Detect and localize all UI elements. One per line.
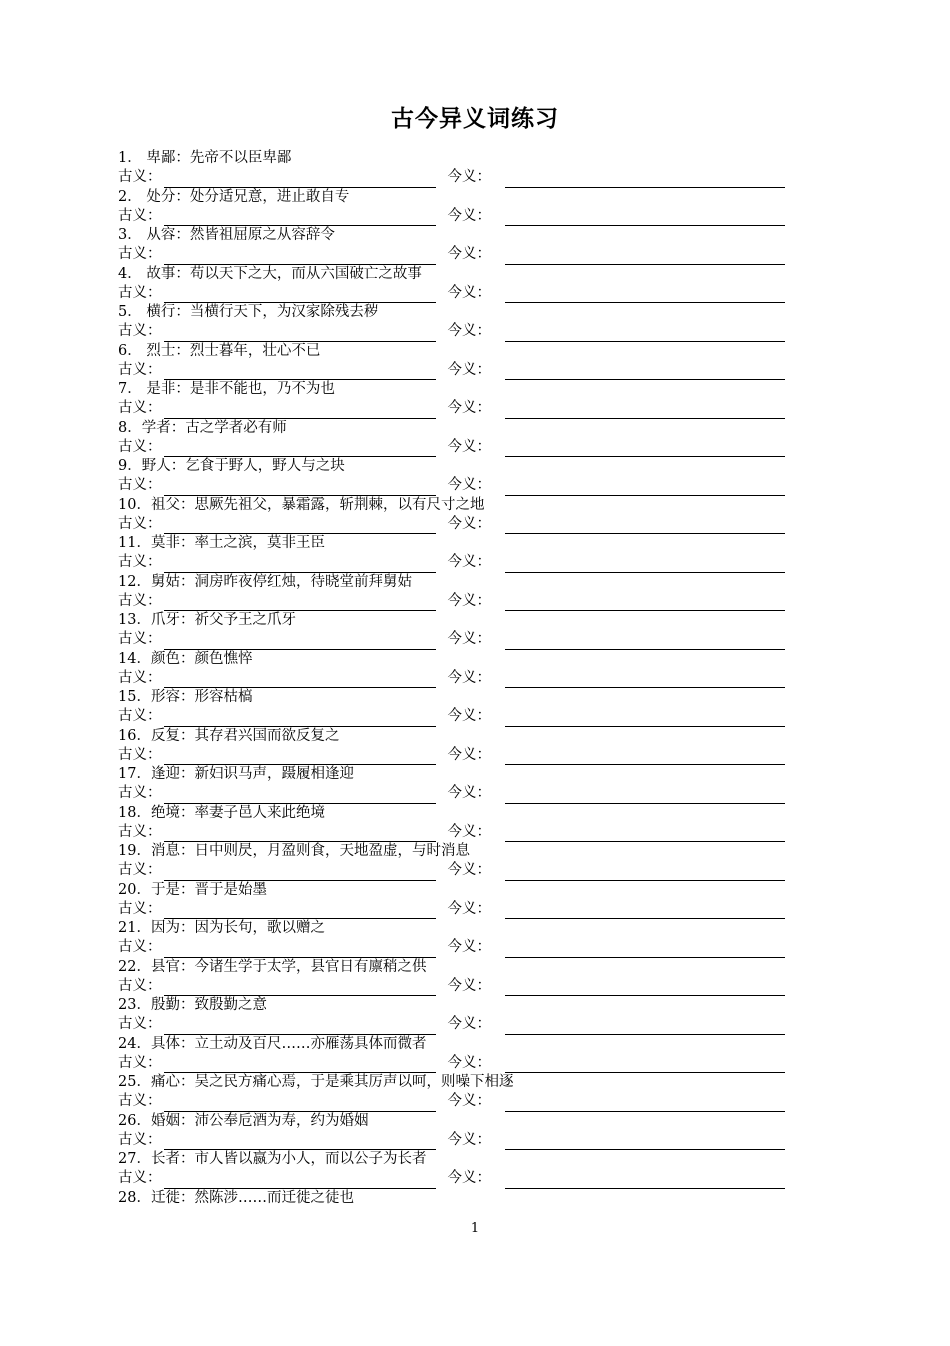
exercise-item — [118, 342, 818, 381]
exercise-question: 1． 卑鄙：先帝不以臣卑鄙 — [118, 150, 292, 166]
answer-row — [118, 515, 818, 535]
modern-meaning-blank[interactable] — [505, 477, 785, 496]
modern-meaning-blank[interactable] — [505, 977, 785, 996]
ancient-meaning-blank[interactable] — [164, 554, 436, 573]
ancient-meaning-label: 古义： — [118, 515, 162, 532]
exercise-item — [118, 573, 818, 612]
answer-row — [118, 823, 818, 843]
exercise-question: 25．痛心：吴之民方痛心焉，于是乘其厉声以呵，则噪下相逐 — [118, 1074, 514, 1090]
modern-meaning-blank[interactable] — [505, 400, 785, 419]
modern-meaning-label: 今义： — [447, 246, 491, 262]
modern-meaning-blank[interactable] — [505, 1093, 785, 1112]
exercise-question: 24．具体：立土动及百尺……亦雁荡具体而微者 — [118, 1035, 427, 1052]
modern-meaning-label: 今义： — [447, 631, 491, 647]
page-number: 1 — [470, 1221, 480, 1236]
modern-meaning-label: 今义： — [447, 1054, 491, 1071]
modern-meaning-blank[interactable] — [505, 554, 785, 573]
modern-meaning-label: 今义： — [447, 708, 491, 724]
ancient-meaning-label: 古义： — [118, 361, 162, 378]
modern-meaning-label: 今义： — [447, 900, 491, 917]
exercise-question: 20．于是：晋于是始墨 — [118, 881, 267, 898]
answer-row — [118, 977, 818, 997]
answer-row — [118, 784, 818, 804]
exercise-item — [118, 727, 818, 766]
ancient-meaning-label: 古义： — [118, 708, 162, 724]
modern-meaning-label: 今义： — [447, 1093, 491, 1109]
modern-meaning-blank[interactable] — [505, 939, 785, 958]
ancient-meaning-blank[interactable] — [164, 246, 436, 265]
ancient-meaning-blank[interactable] — [164, 1131, 436, 1150]
modern-meaning-blank[interactable] — [505, 708, 785, 727]
modern-meaning-blank[interactable] — [505, 361, 785, 380]
ancient-meaning-blank[interactable] — [164, 400, 436, 419]
answer-row — [118, 553, 818, 573]
answer-row — [118, 592, 818, 612]
ancient-meaning-label: 古义： — [118, 554, 162, 570]
answer-row — [118, 399, 818, 419]
exercise-item — [118, 919, 818, 958]
page-title: 古今异义词练习 — [391, 106, 559, 132]
exercise-question: 15．形容：形容枯槁 — [118, 689, 253, 705]
exercise-question: 21．因为：因为长句，歌以赠之 — [118, 920, 325, 936]
exercise-question: 23．殷勤：致殷勤之意 — [118, 997, 267, 1013]
modern-meaning-blank[interactable] — [505, 631, 785, 650]
exercise-question: 8．学者：古之学者必有师 — [118, 419, 287, 436]
answer-row — [118, 630, 818, 650]
answer-row — [118, 245, 818, 265]
ancient-meaning-blank[interactable] — [164, 592, 436, 611]
modern-meaning-label: 今义： — [447, 554, 491, 570]
exercise-item — [118, 688, 818, 727]
exercise-item — [118, 226, 818, 265]
modern-meaning-label: 今义： — [447, 323, 491, 339]
ancient-meaning-blank[interactable] — [164, 631, 436, 650]
modern-meaning-blank[interactable] — [505, 246, 785, 265]
ancient-meaning-blank[interactable] — [164, 438, 436, 457]
ancient-meaning-label: 古义： — [118, 1016, 162, 1032]
exercise-item — [118, 265, 818, 304]
exercise-item — [118, 419, 818, 458]
ancient-meaning-label: 古义： — [118, 785, 162, 801]
answer-row — [118, 476, 818, 496]
modern-meaning-blank[interactable] — [505, 1131, 785, 1150]
exercise-question: 9．野人：乞食于野人，野人与之块 — [118, 458, 345, 474]
answer-row — [118, 1092, 818, 1112]
ancient-meaning-label: 古义： — [118, 631, 162, 647]
ancient-meaning-label: 古义： — [118, 207, 162, 224]
ancient-meaning-label: 古义： — [118, 592, 162, 609]
answer-row — [118, 938, 818, 958]
modern-meaning-blank[interactable] — [505, 1016, 785, 1035]
modern-meaning-blank[interactable] — [505, 207, 785, 226]
exercise-item — [118, 496, 818, 535]
exercise-question: 3． 从容：然皆祖屈原之从容辞令 — [118, 227, 335, 243]
ancient-meaning-blank[interactable] — [164, 939, 436, 958]
exercise-item — [118, 958, 818, 997]
ancient-meaning-label: 古义： — [118, 862, 162, 878]
modern-meaning-blank[interactable] — [505, 1054, 785, 1073]
exercise-question: 6． 烈士：烈士暮年，壮心不已 — [118, 342, 321, 359]
exercise-question: 4． 故事：苟以天下之大，而从六国破亡之故事 — [118, 265, 422, 282]
ancient-meaning-blank[interactable] — [164, 1016, 436, 1035]
exercise-question: 12．舅姑：洞房昨夜停红烛，待晓堂前拜舅姑 — [118, 573, 412, 590]
modern-meaning-blank[interactable] — [505, 1170, 785, 1189]
exercise-item — [118, 457, 818, 496]
modern-meaning-label: 今义： — [447, 284, 491, 301]
exercise-item — [118, 534, 818, 573]
ancient-meaning-label: 古义： — [118, 1170, 162, 1186]
modern-meaning-label: 今义： — [447, 592, 491, 609]
exercise-item — [118, 303, 818, 342]
exercise-item — [118, 1073, 818, 1112]
ancient-meaning-label: 古义： — [118, 1131, 162, 1148]
ancient-meaning-blank[interactable] — [164, 477, 436, 496]
ancient-meaning-label: 古义： — [118, 438, 162, 455]
exercise-question: 18．绝境：率妻子邑人来此绝境 — [118, 804, 325, 821]
modern-meaning-blank[interactable] — [505, 785, 785, 804]
ancient-meaning-blank[interactable] — [164, 746, 436, 765]
modern-meaning-label: 今义： — [447, 939, 491, 955]
exercise-item — [118, 188, 818, 227]
modern-meaning-blank[interactable] — [505, 669, 785, 688]
exercise-question: 16．反复：其存君兴国而欲反复之 — [118, 727, 340, 744]
answer-row — [118, 361, 818, 381]
exercise-list — [118, 149, 818, 1227]
answer-row — [118, 707, 818, 727]
exercise-item — [118, 996, 818, 1035]
ancient-meaning-label: 古义： — [118, 939, 162, 955]
modern-meaning-blank[interactable] — [505, 169, 785, 188]
modern-meaning-label: 今义： — [447, 977, 491, 994]
answer-row — [118, 746, 818, 766]
exercise-question: 22．县官：今诸生学于太学，县官日有廪稍之供 — [118, 958, 427, 975]
ancient-meaning-label: 古义： — [118, 400, 162, 416]
answer-row — [118, 669, 818, 689]
exercise-item — [118, 804, 818, 843]
exercise-question: 19．消息：日中则昃，月盈则食，天地盈虚，与时消息 — [118, 843, 470, 859]
answer-row — [118, 322, 818, 342]
answer-row — [118, 1054, 818, 1074]
ancient-meaning-label: 古义： — [118, 669, 162, 686]
modern-meaning-label: 今义： — [447, 400, 491, 416]
exercise-question: 2． 处分：处分适兄意，进止敢自专 — [118, 188, 350, 205]
answer-row — [118, 900, 818, 920]
modern-meaning-label: 今义： — [447, 823, 491, 840]
answer-row — [118, 438, 818, 458]
ancient-meaning-label: 古义： — [118, 823, 162, 840]
exercise-question: 14．颜色：颜色憔悴 — [118, 650, 253, 667]
modern-meaning-label: 今义： — [447, 862, 491, 878]
exercise-question: 10．祖父：思厥先祖父，暴霜露，斩荆棘，以有尺寸之地 — [118, 496, 485, 513]
modern-meaning-blank[interactable] — [505, 323, 785, 342]
exercise-question: 7． 是非：是非不能也，乃不为也 — [118, 381, 335, 397]
modern-meaning-label: 今义： — [447, 785, 491, 801]
exercise-item — [118, 1150, 818, 1189]
ancient-meaning-blank[interactable] — [164, 207, 436, 226]
answer-row — [118, 168, 818, 188]
ancient-meaning-label: 古义： — [118, 900, 162, 917]
modern-meaning-blank[interactable] — [505, 862, 785, 881]
ancient-meaning-label: 古义： — [118, 169, 162, 185]
ancient-meaning-label: 古义： — [118, 1093, 162, 1109]
ancient-meaning-blank[interactable] — [164, 323, 436, 342]
modern-meaning-label: 今义： — [447, 477, 491, 493]
exercise-item — [118, 765, 818, 804]
ancient-meaning-blank[interactable] — [164, 977, 436, 996]
ancient-meaning-blank[interactable] — [164, 823, 436, 842]
ancient-meaning-label: 古义： — [118, 246, 162, 262]
ancient-meaning-label: 古义： — [118, 746, 162, 763]
ancient-meaning-blank[interactable] — [164, 284, 436, 303]
exercise-item — [118, 1035, 818, 1074]
exercise-question: 5． 横行：当横行天下，为汉家除残去秽 — [118, 304, 379, 320]
modern-meaning-blank[interactable] — [505, 592, 785, 611]
ancient-meaning-blank[interactable] — [164, 669, 436, 688]
modern-meaning-label: 今义： — [447, 361, 491, 378]
exercise-question: 17．逢迎：新妇识马声，蹑履相逢迎 — [118, 766, 354, 782]
ancient-meaning-label: 古义： — [118, 477, 162, 493]
answer-row — [118, 861, 818, 881]
modern-meaning-blank[interactable] — [505, 438, 785, 457]
modern-meaning-label: 今义： — [447, 438, 491, 455]
ancient-meaning-blank[interactable] — [164, 1093, 436, 1112]
modern-meaning-blank[interactable] — [505, 515, 785, 534]
exercise-item — [118, 1112, 818, 1151]
modern-meaning-blank[interactable] — [505, 746, 785, 765]
answer-row — [118, 1169, 818, 1189]
ancient-meaning-blank[interactable] — [164, 1054, 436, 1073]
exercise-question: 27．长者：市人皆以嬴为小人，而以公子为长者 — [118, 1151, 427, 1167]
ancient-meaning-blank[interactable] — [164, 862, 436, 881]
exercise-item — [118, 842, 818, 881]
modern-meaning-label: 今义： — [447, 1131, 491, 1148]
ancient-meaning-blank[interactable] — [164, 708, 436, 727]
exercise-item — [118, 611, 818, 650]
modern-meaning-label: 今义： — [447, 515, 491, 532]
modern-meaning-label: 今义： — [447, 746, 491, 763]
answer-row — [118, 1015, 818, 1035]
exercise-item — [118, 881, 818, 920]
exercise-question: 11．莫非：率土之滨，莫非王臣 — [118, 535, 325, 551]
modern-meaning-blank[interactable] — [505, 284, 785, 303]
exercise-item — [118, 650, 818, 689]
ancient-meaning-label: 古义： — [118, 1054, 162, 1071]
ancient-meaning-blank[interactable] — [164, 785, 436, 804]
ancient-meaning-label: 古义： — [118, 977, 162, 994]
modern-meaning-label: 今义： — [447, 669, 491, 686]
answer-row — [118, 1131, 818, 1151]
modern-meaning-label: 今义： — [447, 207, 491, 224]
exercise-question: 26．婚姻：沛公奉卮酒为寿，约为婚姻 — [118, 1112, 369, 1129]
exercise-item — [118, 380, 818, 419]
ancient-meaning-blank[interactable] — [164, 169, 436, 188]
ancient-meaning-label: 古义： — [118, 284, 162, 301]
ancient-meaning-label: 古义： — [118, 323, 162, 339]
ancient-meaning-blank[interactable] — [164, 515, 436, 534]
modern-meaning-blank[interactable] — [505, 900, 785, 919]
modern-meaning-blank[interactable] — [505, 823, 785, 842]
answer-row — [118, 207, 818, 227]
ancient-meaning-blank[interactable] — [164, 361, 436, 380]
exercise-item — [118, 149, 818, 188]
exercise-question: 13．爪牙：祈父予王之爪牙 — [118, 612, 296, 628]
modern-meaning-label: 今义： — [447, 1016, 491, 1032]
exercise-question: 28．迁徙：然陈涉……而迁徙之徒也 — [118, 1189, 354, 1206]
modern-meaning-label: 今义： — [447, 1170, 491, 1186]
answer-row — [118, 284, 818, 304]
modern-meaning-label: 今义： — [447, 169, 491, 185]
ancient-meaning-blank[interactable] — [164, 900, 436, 919]
ancient-meaning-blank[interactable] — [164, 1170, 436, 1189]
